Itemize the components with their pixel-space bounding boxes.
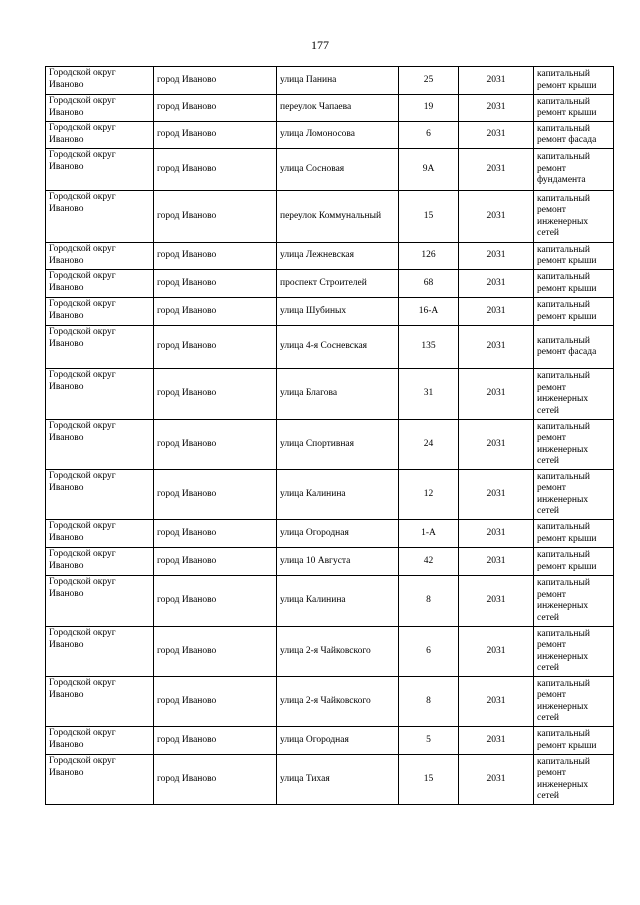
district-cell: Городской округ Иваново [46,627,154,677]
street-cell: улица Спортивная [277,420,399,470]
year-cell: 2031 [459,95,534,122]
house-number-cell: 5 [399,727,459,755]
district-cell: Городской округ Иваново [46,369,154,420]
district-cell: Городской округ Иваново [46,727,154,755]
district-cell: Городской округ Иваново [46,755,154,805]
work-type-cell: капитальный ремонт крыши [534,243,614,270]
table-row [46,520,614,548]
street-cell: улица Калинина [277,470,399,520]
year-cell: 2031 [459,326,534,369]
year-cell: 2031 [459,627,534,677]
table-row [46,67,614,95]
house-number-cell: 126 [399,243,459,270]
city-cell: город Иваново [154,548,277,576]
city-cell: город Иваново [154,95,277,122]
work-type-cell: капитальный ремонт крыши [534,67,614,95]
table-row [46,298,614,326]
year-cell: 2031 [459,576,534,627]
work-type-cell: капитальный ремонт крыши [534,548,614,576]
street-cell: улица 4-я Сосневская [277,326,399,369]
year-cell: 2031 [459,548,534,576]
district-cell: Городской округ Иваново [46,326,154,369]
work-type-cell: капитальный ремонт инженерных сетей [534,677,614,727]
year-cell: 2031 [459,520,534,548]
district-cell: Городской округ Иваново [46,191,154,243]
district-cell: Городской округ Иваново [46,270,154,298]
house-number-cell: 19 [399,95,459,122]
district-cell: Городской округ Иваново [46,243,154,270]
house-number-cell: 31 [399,369,459,420]
city-cell: город Иваново [154,470,277,520]
street-cell: улица Благова [277,369,399,420]
city-cell: город Иваново [154,243,277,270]
table-row [46,243,614,270]
work-type-cell: капитальный ремонт инженерных сетей [534,755,614,805]
work-type-cell: капитальный ремонт крыши [534,298,614,326]
table-row [46,149,614,191]
work-type-cell: капитальный ремонт крыши [534,520,614,548]
year-cell: 2031 [459,470,534,520]
street-cell: улица 2-я Чайковского [277,627,399,677]
table-row [46,470,614,520]
street-cell: улица 10 Августа [277,548,399,576]
district-cell: Городской округ Иваново [46,520,154,548]
year-cell: 2031 [459,243,534,270]
work-type-cell: капитальный ремонт фасада [534,122,614,149]
street-cell: улица Калинина [277,576,399,627]
work-type-cell: капитальный ремонт инженерных сетей [534,191,614,243]
year-cell: 2031 [459,369,534,420]
street-cell: проспект Строителей [277,270,399,298]
records-table [45,66,614,805]
table-row [46,420,614,470]
table-row [46,369,614,420]
street-cell: улица Тихая [277,755,399,805]
table-row [46,326,614,369]
table-row [46,727,614,755]
house-number-cell: 42 [399,548,459,576]
district-cell: Городской округ Иваново [46,298,154,326]
city-cell: город Иваново [154,122,277,149]
year-cell: 2031 [459,191,534,243]
city-cell: город Иваново [154,191,277,243]
house-number-cell: 135 [399,326,459,369]
district-cell: Городской округ Иваново [46,67,154,95]
house-number-cell: 6 [399,122,459,149]
district-cell: Городской округ Иваново [46,149,154,191]
house-number-cell: 9А [399,149,459,191]
work-type-cell: капитальный ремонт крыши [534,727,614,755]
year-cell: 2031 [459,727,534,755]
street-cell: улица Ломоносова [277,122,399,149]
work-type-cell: капитальный ремонт фасада [534,326,614,369]
city-cell: город Иваново [154,149,277,191]
city-cell: город Иваново [154,677,277,727]
city-cell: город Иваново [154,298,277,326]
city-cell: город Иваново [154,420,277,470]
district-cell: Городской округ Иваново [46,122,154,149]
city-cell: город Иваново [154,326,277,369]
table-row [46,95,614,122]
house-number-cell: 15 [399,755,459,805]
street-cell: переулок Чапаева [277,95,399,122]
city-cell: город Иваново [154,520,277,548]
district-cell: Городской округ Иваново [46,548,154,576]
district-cell: Городской округ Иваново [46,677,154,727]
work-type-cell: капитальный ремонт инженерных сетей [534,470,614,520]
district-cell: Городской округ Иваново [46,95,154,122]
table-row [46,755,614,805]
street-cell: улица Огородная [277,727,399,755]
city-cell: город Иваново [154,727,277,755]
table-row [46,627,614,677]
table-row [46,576,614,627]
house-number-cell: 12 [399,470,459,520]
street-cell: переулок Коммунальный [277,191,399,243]
house-number-cell: 68 [399,270,459,298]
work-type-cell: капитальный ремонт инженерных сетей [534,627,614,677]
city-cell: город Иваново [154,576,277,627]
work-type-cell: капитальный ремонт инженерных сетей [534,576,614,627]
work-type-cell: капитальный ремонт фундамента [534,149,614,191]
street-cell: улица Сосновая [277,149,399,191]
year-cell: 2031 [459,677,534,727]
street-cell: улица Панина [277,67,399,95]
table-row [46,191,614,243]
house-number-cell: 8 [399,576,459,627]
street-cell: улица 2-я Чайковского [277,677,399,727]
house-number-cell: 6 [399,627,459,677]
city-cell: город Иваново [154,755,277,805]
house-number-cell: 15 [399,191,459,243]
house-number-cell: 25 [399,67,459,95]
city-cell: город Иваново [154,627,277,677]
year-cell: 2031 [459,420,534,470]
house-number-cell: 24 [399,420,459,470]
table-row [46,270,614,298]
table-row [46,122,614,149]
house-number-cell: 8 [399,677,459,727]
city-cell: город Иваново [154,67,277,95]
work-type-cell: капитальный ремонт крыши [534,270,614,298]
year-cell: 2031 [459,270,534,298]
city-cell: город Иваново [154,270,277,298]
table-row [46,677,614,727]
year-cell: 2031 [459,149,534,191]
work-type-cell: капитальный ремонт инженерных сетей [534,420,614,470]
year-cell: 2031 [459,122,534,149]
district-cell: Городской округ Иваново [46,576,154,627]
page-number: 177 [311,38,329,52]
year-cell: 2031 [459,755,534,805]
street-cell: улица Лежневская [277,243,399,270]
year-cell: 2031 [459,298,534,326]
table-row [46,548,614,576]
house-number-cell: 16-А [399,298,459,326]
street-cell: улица Огородная [277,520,399,548]
district-cell: Городской округ Иваново [46,470,154,520]
year-cell: 2031 [459,67,534,95]
city-cell: город Иваново [154,369,277,420]
work-type-cell: капитальный ремонт инженерных сетей [534,369,614,420]
district-cell: Городской округ Иваново [46,420,154,470]
house-number-cell: 1-А [399,520,459,548]
street-cell: улица Шубиных [277,298,399,326]
records-table-body [46,67,614,805]
work-type-cell: капитальный ремонт крыши [534,95,614,122]
